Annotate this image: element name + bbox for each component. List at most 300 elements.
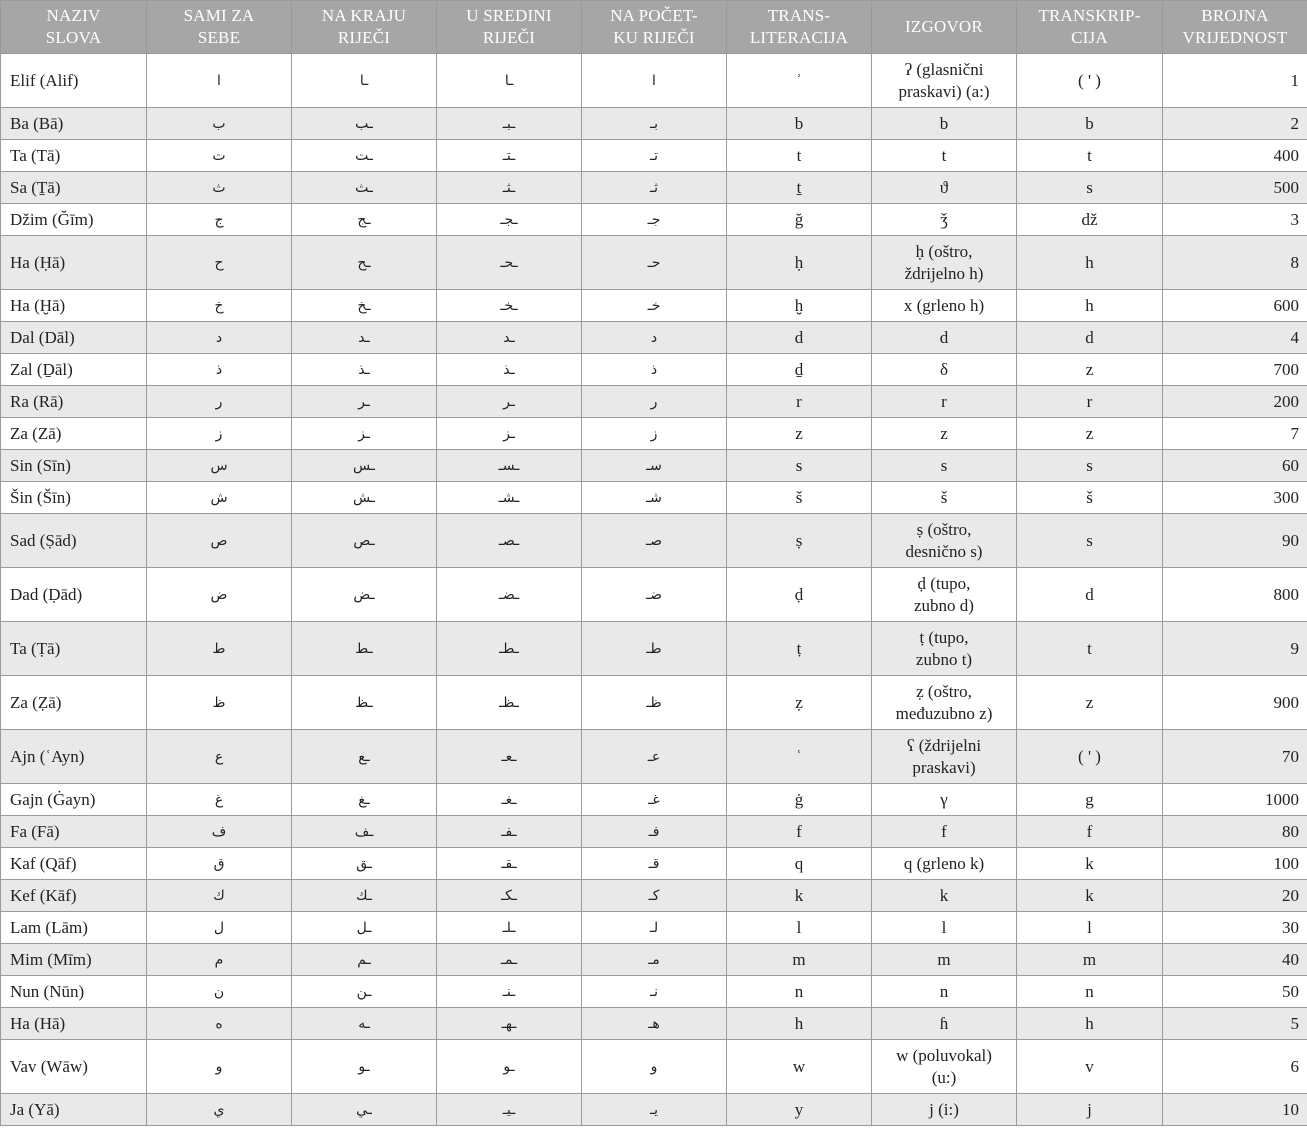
letter-name: Ha (Ḫā)	[1, 290, 147, 322]
numeric-value: 200	[1163, 386, 1307, 418]
transcription: z	[1017, 676, 1163, 730]
header-label-line: U SREDINI	[466, 6, 552, 25]
form-final: ـت	[292, 140, 437, 172]
form-initial: تـ	[582, 140, 727, 172]
header-label-line: LITERACIJA	[749, 28, 849, 47]
transcription: k	[1017, 848, 1163, 880]
pronunciation-line: praskavi)	[912, 757, 976, 777]
transliteration: l	[727, 912, 872, 944]
header-label-line: CIJA	[1071, 28, 1108, 47]
pronunciation	[872, 204, 1017, 236]
form-isolated: غ	[147, 784, 292, 816]
form-isolated: ك	[147, 880, 292, 912]
form-isolated: ن	[147, 976, 292, 1008]
pronunciation	[872, 322, 1017, 354]
form-medial: ـو	[437, 1040, 582, 1094]
transcription: ( ' )	[1017, 54, 1163, 108]
transliteration: ğ	[727, 204, 872, 236]
letter-name: Kaf (Qāf)	[1, 848, 147, 880]
form-initial: فـ	[582, 816, 727, 848]
form-medial: ـكـ	[437, 880, 582, 912]
transcription: z	[1017, 418, 1163, 450]
form-medial: ـظـ	[437, 676, 582, 730]
form-initial: صـ	[582, 514, 727, 568]
form-isolated: ل	[147, 912, 292, 944]
form-initial: نـ	[582, 976, 727, 1008]
header-label-line: TRANSKRIP-	[1038, 6, 1141, 25]
pronunciation-line: međuzubno z)	[895, 703, 993, 723]
form-initial: ظـ	[582, 676, 727, 730]
form-final: ـك	[292, 880, 437, 912]
transcription: l	[1017, 912, 1163, 944]
transliteration: q	[727, 848, 872, 880]
form-initial: كـ	[582, 880, 727, 912]
pronunciation	[872, 54, 1017, 108]
form-medial: ـنـ	[437, 976, 582, 1008]
pronunciation-line: ẓ (oštro,	[916, 681, 972, 701]
transcription: f	[1017, 816, 1163, 848]
form-isolated: ذ	[147, 354, 292, 386]
numeric-value: 3	[1163, 204, 1307, 236]
pronunciation	[872, 730, 1017, 784]
form-isolated: ظ	[147, 676, 292, 730]
pronunciation	[872, 140, 1017, 172]
form-isolated: و	[147, 1040, 292, 1094]
form-medial: ـذ	[437, 354, 582, 386]
pronunciation	[872, 386, 1017, 418]
transliteration: k	[727, 880, 872, 912]
form-final: ـع	[292, 730, 437, 784]
transcription: b	[1017, 108, 1163, 140]
pronunciation-line: k	[939, 885, 949, 905]
form-initial: ا	[582, 54, 727, 108]
letter-name: Šin (Šīn)	[1, 482, 147, 514]
pronunciation-line: ḥ (oštro,	[915, 241, 973, 261]
col-sami-za-sebe	[147, 1, 292, 54]
pronunciation	[872, 514, 1017, 568]
form-medial: ـغـ	[437, 784, 582, 816]
numeric-value: 90	[1163, 514, 1307, 568]
form-medial: ـشـ	[437, 482, 582, 514]
form-initial: ذ	[582, 354, 727, 386]
col-naziv-slova	[1, 1, 147, 54]
pronunciation-line: l	[941, 917, 947, 937]
form-final: ـج	[292, 204, 437, 236]
form-final: ـس	[292, 450, 437, 482]
numeric-value: 800	[1163, 568, 1307, 622]
pronunciation-line: w (poluvokal)	[896, 1045, 992, 1065]
transliteration: h	[727, 1008, 872, 1040]
form-initial: جـ	[582, 204, 727, 236]
pronunciation-line: zubno d)	[914, 595, 974, 615]
transcription: t	[1017, 140, 1163, 172]
pronunciation-line: δ	[939, 359, 948, 379]
form-initial: ثـ	[582, 172, 727, 204]
pronunciation	[872, 172, 1017, 204]
form-initial: ز	[582, 418, 727, 450]
form-isolated: ف	[147, 816, 292, 848]
letter-name: Kef (Kāf)	[1, 880, 147, 912]
form-initial: حـ	[582, 236, 727, 290]
pronunciation-line: x (grleno h)	[903, 295, 985, 315]
numeric-value: 700	[1163, 354, 1307, 386]
transcription: s	[1017, 514, 1163, 568]
numeric-value: 80	[1163, 816, 1307, 848]
numeric-value: 100	[1163, 848, 1307, 880]
pronunciation-line: f	[941, 821, 947, 841]
form-initial: شـ	[582, 482, 727, 514]
table-row	[1, 290, 1307, 322]
form-initial: طـ	[582, 622, 727, 676]
numeric-value: 8	[1163, 236, 1307, 290]
numeric-value: 300	[1163, 482, 1307, 514]
form-initial: مـ	[582, 944, 727, 976]
table-row	[1, 514, 1307, 568]
pronunciation-line: t	[941, 145, 947, 165]
pronunciation-line: γ	[940, 789, 948, 809]
form-medial: ـسـ	[437, 450, 582, 482]
pronunciation-line: š	[940, 487, 948, 507]
letter-name: Sad (Ṣād)	[1, 514, 147, 568]
col-u-sredini	[437, 1, 582, 54]
transliteration: ʾ	[727, 54, 872, 108]
form-isolated: ج	[147, 204, 292, 236]
transcription: d	[1017, 322, 1163, 354]
numeric-value: 6	[1163, 1040, 1307, 1094]
letter-name: Ra (Rā)	[1, 386, 147, 418]
transliteration: ṭ	[727, 622, 872, 676]
pronunciation-line: ϑ	[939, 177, 949, 197]
table-row	[1, 944, 1307, 976]
letter-name: Ha (Hā)	[1, 1008, 147, 1040]
transliteration: m	[727, 944, 872, 976]
pronunciation-line: m	[937, 949, 951, 969]
pronunciation-line: n	[939, 981, 949, 1001]
table-row	[1, 976, 1307, 1008]
pronunciation-line: z	[940, 423, 948, 443]
form-final: ـن	[292, 976, 437, 1008]
pronunciation-line: (u:)	[931, 1067, 957, 1087]
transcription: d	[1017, 568, 1163, 622]
form-medial: ـهـ	[437, 1008, 582, 1040]
form-final: ـو	[292, 1040, 437, 1094]
pronunciation-line: s	[940, 455, 948, 475]
form-final: ـط	[292, 622, 437, 676]
pronunciation-line: r	[941, 391, 947, 411]
form-isolated: ا	[147, 54, 292, 108]
letter-name: Vav (Wāw)	[1, 1040, 147, 1094]
form-medial: ـر	[437, 386, 582, 418]
pronunciation-line: b	[939, 113, 949, 133]
letter-name: Sa (Ṯā)	[1, 172, 147, 204]
transliteration: f	[727, 816, 872, 848]
header-row	[1, 1, 1307, 54]
letter-name: Lam (Lām)	[1, 912, 147, 944]
form-medial: ـيـ	[437, 1094, 582, 1126]
pronunciation-line: ɦ	[939, 1013, 949, 1033]
form-final: ـص	[292, 514, 437, 568]
table-row	[1, 1008, 1307, 1040]
transliteration: w	[727, 1040, 872, 1094]
form-initial: غـ	[582, 784, 727, 816]
transcription: š	[1017, 482, 1163, 514]
transliteration: ġ	[727, 784, 872, 816]
transliteration: y	[727, 1094, 872, 1126]
pronunciation	[872, 848, 1017, 880]
col-na-kraju	[292, 1, 437, 54]
form-initial: خـ	[582, 290, 727, 322]
form-medial: ـصـ	[437, 514, 582, 568]
header-label-line: BROJNA	[1201, 6, 1269, 25]
table-row	[1, 140, 1307, 172]
col-transkripcija	[1017, 1, 1163, 54]
pronunciation	[872, 912, 1017, 944]
form-final: ـا	[292, 54, 437, 108]
form-medial: ـقـ	[437, 848, 582, 880]
col-na-pocetku	[582, 1, 727, 54]
pronunciation-line: ḍ (tupo,	[917, 573, 971, 593]
header-label-line: RIJEČI	[482, 28, 536, 47]
form-isolated: ت	[147, 140, 292, 172]
form-isolated: ع	[147, 730, 292, 784]
transcription: s	[1017, 450, 1163, 482]
numeric-value: 50	[1163, 976, 1307, 1008]
form-final: ـف	[292, 816, 437, 848]
transcription: z	[1017, 354, 1163, 386]
pronunciation-line: ždrijelno h)	[904, 263, 984, 283]
pronunciation	[872, 236, 1017, 290]
form-isolated: ر	[147, 386, 292, 418]
pronunciation-line: d	[939, 327, 949, 347]
numeric-value: 20	[1163, 880, 1307, 912]
table-row	[1, 322, 1307, 354]
pronunciation-line: q (grleno k)	[903, 853, 985, 873]
transliteration: ḥ	[727, 236, 872, 290]
form-initial: د	[582, 322, 727, 354]
form-isolated: خ	[147, 290, 292, 322]
letter-name: Ajn (ʿAyn)	[1, 730, 147, 784]
table-row	[1, 1040, 1307, 1094]
pronunciation	[872, 108, 1017, 140]
form-medial: ـخـ	[437, 290, 582, 322]
form-initial: ضـ	[582, 568, 727, 622]
numeric-value: 900	[1163, 676, 1307, 730]
table-row	[1, 450, 1307, 482]
form-final: ـي	[292, 1094, 437, 1126]
form-initial: سـ	[582, 450, 727, 482]
table-row	[1, 108, 1307, 140]
form-final: ـم	[292, 944, 437, 976]
transcription: ( ' )	[1017, 730, 1163, 784]
header-label-line: NAZIV	[46, 6, 101, 25]
transliteration: ʿ	[727, 730, 872, 784]
numeric-value: 4	[1163, 322, 1307, 354]
transliteration: ẓ	[727, 676, 872, 730]
letter-name: Elif (Alif)	[1, 54, 147, 108]
form-initial: لـ	[582, 912, 727, 944]
pronunciation-line: desnično s)	[905, 541, 983, 561]
numeric-value: 30	[1163, 912, 1307, 944]
form-isolated: ض	[147, 568, 292, 622]
form-final: ـر	[292, 386, 437, 418]
form-final: ـه	[292, 1008, 437, 1040]
table-body	[1, 54, 1307, 1126]
pronunciation	[872, 976, 1017, 1008]
pronunciation	[872, 290, 1017, 322]
pronunciation-line: ṭ (tupo,	[919, 627, 969, 647]
transliteration: d	[727, 322, 872, 354]
table-row	[1, 236, 1307, 290]
pronunciation	[872, 880, 1017, 912]
form-isolated: د	[147, 322, 292, 354]
table-row	[1, 622, 1307, 676]
letter-name: Fa (Fā)	[1, 816, 147, 848]
pronunciation-line: ʔ (glasnični	[904, 59, 984, 79]
numeric-value: 1000	[1163, 784, 1307, 816]
transliteration: t	[727, 140, 872, 172]
header-label-line: TRANS-	[767, 6, 831, 25]
transliteration: z	[727, 418, 872, 450]
form-isolated: ب	[147, 108, 292, 140]
transliteration: r	[727, 386, 872, 418]
transcription: v	[1017, 1040, 1163, 1094]
form-medial: ـلـ	[437, 912, 582, 944]
transcription: h	[1017, 290, 1163, 322]
pronunciation	[872, 784, 1017, 816]
pronunciation-line: praskavi) (a:)	[898, 81, 990, 101]
form-isolated: ط	[147, 622, 292, 676]
pronunciation-line: ʕ (ždrijelni	[906, 735, 982, 755]
form-medial: ـبـ	[437, 108, 582, 140]
form-initial: هـ	[582, 1008, 727, 1040]
form-initial: بـ	[582, 108, 727, 140]
form-isolated: ه	[147, 1008, 292, 1040]
pronunciation	[872, 450, 1017, 482]
pronunciation	[872, 1040, 1017, 1094]
numeric-value: 1	[1163, 54, 1307, 108]
numeric-value: 5	[1163, 1008, 1307, 1040]
table-row	[1, 568, 1307, 622]
form-medial: ـمـ	[437, 944, 582, 976]
pronunciation	[872, 418, 1017, 450]
form-initial: قـ	[582, 848, 727, 880]
transliteration: ḫ	[727, 290, 872, 322]
form-medial: ـحـ	[437, 236, 582, 290]
transcription: g	[1017, 784, 1163, 816]
transliteration: n	[727, 976, 872, 1008]
pronunciation	[872, 944, 1017, 976]
form-final: ـغ	[292, 784, 437, 816]
numeric-value: 40	[1163, 944, 1307, 976]
table-row	[1, 784, 1307, 816]
form-final: ـذ	[292, 354, 437, 386]
pronunciation	[872, 1008, 1017, 1040]
table-row	[1, 54, 1307, 108]
table-row	[1, 912, 1307, 944]
transcription: r	[1017, 386, 1163, 418]
numeric-value: 9	[1163, 622, 1307, 676]
pronunciation	[872, 568, 1017, 622]
form-final: ـب	[292, 108, 437, 140]
header-label-line: VRIJEDNOST	[1182, 28, 1288, 47]
letter-name: Ta (Ṭā)	[1, 622, 147, 676]
numeric-value: 2	[1163, 108, 1307, 140]
form-final: ـل	[292, 912, 437, 944]
transcription: h	[1017, 1008, 1163, 1040]
transcription: k	[1017, 880, 1163, 912]
transcription: dž	[1017, 204, 1163, 236]
transliteration: ṣ	[727, 514, 872, 568]
form-medial: ـطـ	[437, 622, 582, 676]
header-label-line: SAMI ZA	[183, 6, 255, 25]
col-transliteracija	[727, 1, 872, 54]
transliteration: b	[727, 108, 872, 140]
form-medial: ـد	[437, 322, 582, 354]
form-initial: ر	[582, 386, 727, 418]
letter-name: Mim (Mīm)	[1, 944, 147, 976]
letter-name: Za (Ẓā)	[1, 676, 147, 730]
form-initial: يـ	[582, 1094, 727, 1126]
numeric-value: 500	[1163, 172, 1307, 204]
pronunciation-line: j (i:)	[929, 1099, 959, 1119]
letter-name: Ta (Tā)	[1, 140, 147, 172]
header-label-line: RIJEČI	[337, 28, 391, 47]
numeric-value: 60	[1163, 450, 1307, 482]
form-final: ـض	[292, 568, 437, 622]
form-final: ـظ	[292, 676, 437, 730]
transcription: s	[1017, 172, 1163, 204]
numeric-value: 600	[1163, 290, 1307, 322]
form-isolated: ش	[147, 482, 292, 514]
letter-name: Ha (Ḥā)	[1, 236, 147, 290]
pronunciation	[872, 622, 1017, 676]
form-isolated: م	[147, 944, 292, 976]
form-isolated: ي	[147, 1094, 292, 1126]
form-medial: ـجـ	[437, 204, 582, 236]
table-row	[1, 1094, 1307, 1126]
transliteration: ṯ	[727, 172, 872, 204]
form-isolated: ز	[147, 418, 292, 450]
form-final: ـح	[292, 236, 437, 290]
form-final: ـش	[292, 482, 437, 514]
pronunciation	[872, 816, 1017, 848]
pronunciation-line: zubno t)	[915, 649, 973, 669]
transcription: j	[1017, 1094, 1163, 1126]
table-row	[1, 386, 1307, 418]
form-initial: و	[582, 1040, 727, 1094]
form-final: ـد	[292, 322, 437, 354]
numeric-value: 10	[1163, 1094, 1307, 1126]
table-row	[1, 676, 1307, 730]
form-isolated: ح	[147, 236, 292, 290]
table-row	[1, 172, 1307, 204]
header-label-line: IZGOVOR	[905, 17, 983, 36]
form-medial: ـز	[437, 418, 582, 450]
transcription: t	[1017, 622, 1163, 676]
form-initial: عـ	[582, 730, 727, 784]
pronunciation	[872, 1094, 1017, 1126]
form-isolated: س	[147, 450, 292, 482]
letter-name: Ja (Yā)	[1, 1094, 147, 1126]
header-label-line: NA POČET-	[610, 6, 698, 25]
header-label-line: SEBE	[197, 28, 241, 47]
numeric-value: 400	[1163, 140, 1307, 172]
pronunciation	[872, 676, 1017, 730]
pronunciation-line: ṣ (oštro,	[916, 519, 972, 539]
transcription: h	[1017, 236, 1163, 290]
letter-name: Džim (Ğīm)	[1, 204, 147, 236]
form-medial: ـضـ	[437, 568, 582, 622]
